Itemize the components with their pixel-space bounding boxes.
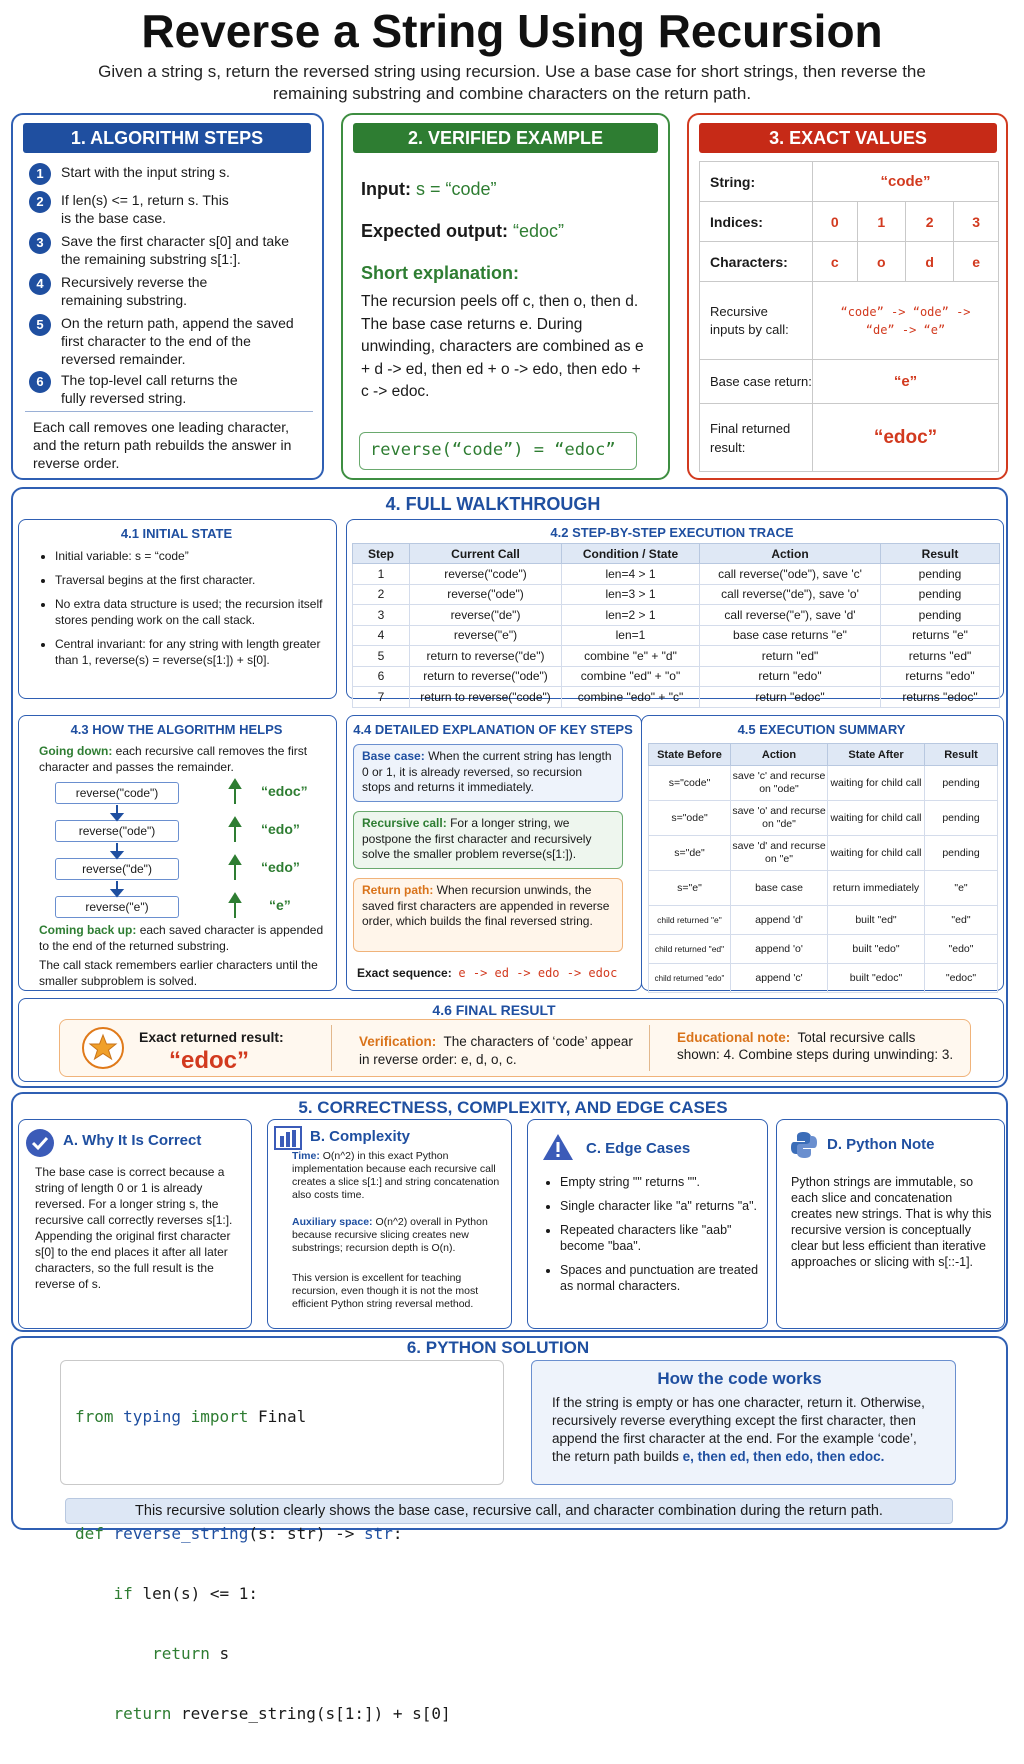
trace-title: 4.2 STEP-BY-STEP EXECUTION TRACE — [550, 525, 794, 540]
table-cell: pending — [925, 801, 998, 836]
exact-values-header: 3. EXACT VALUES — [699, 123, 997, 153]
column-header: Step — [353, 544, 410, 564]
step-number: 1 — [29, 163, 51, 185]
exact-sequence — [357, 966, 617, 980]
step-item — [29, 273, 314, 314]
table-row — [353, 605, 1000, 626]
return-path-label: Return path: — [362, 883, 434, 897]
key-steps-box — [346, 715, 642, 991]
column-header: Action — [731, 744, 828, 766]
index-cell: 0 — [813, 202, 858, 242]
output-line — [361, 221, 564, 242]
divider — [25, 411, 313, 412]
list-item: • Spaces and punctuation are treated as normal characters. — [560, 1262, 760, 1294]
edge-cases-list — [560, 1174, 760, 1294]
going-down-body: each recursive call removes the first character and passes the remainder. — [39, 744, 308, 774]
initial-state-box — [18, 519, 337, 699]
trace-box — [346, 519, 1004, 704]
call-box: reverse("code") — [55, 782, 179, 804]
input-label: Input: — [361, 179, 411, 199]
table-row — [649, 871, 998, 906]
coming-up-body: each saved character is appended to the end of the returned substring. — [39, 923, 324, 953]
aux-label: Auxiliary space: — [292, 1216, 373, 1228]
page-title: Reverse a String Using Recursion — [141, 5, 883, 57]
table-cell: return to reverse("de") — [410, 646, 562, 667]
why-correct-card — [18, 1119, 252, 1329]
code-text: : — [392, 1524, 403, 1543]
verification-body: The characters of ‘code’ appear in reverse order: e, d, o, c. — [359, 1034, 633, 1067]
full-walkthrough-panel — [11, 487, 1008, 1088]
code-keyword: return — [152, 1644, 210, 1663]
column-header: State After — [828, 744, 925, 766]
call-box: reverse("de") — [55, 858, 179, 880]
python-logo-icon — [789, 1130, 819, 1160]
aux-text: O(n^2) overall in Python because recursive slicing creates new substrings; recursion depth is O(n). — [292, 1216, 488, 1254]
exact-values-table — [699, 161, 999, 472]
table-cell: waiting for child call — [828, 836, 925, 871]
table-cell: 5 — [353, 646, 410, 667]
complexity-card — [267, 1119, 512, 1329]
code-line — [75, 1644, 489, 1664]
return-value: “edoc” — [261, 783, 308, 799]
string-label: String: — [700, 162, 813, 202]
final-label: Final returned result: — [700, 404, 813, 472]
educational-note-label: Educational note: — [677, 1030, 791, 1045]
time-text: O(n^2) in this exact Python implementation because each recursive call creates a slice s[1:] and string concatenation also costs time. — [292, 1150, 500, 1201]
trace-header-row — [353, 544, 1000, 564]
going-down-label: Going down: — [39, 744, 113, 758]
table-cell: return to reverse("code") — [410, 687, 562, 708]
final-value: “edoc” — [813, 404, 999, 472]
list-item: • No extra data structure is used; the recursion itself stores pending work on the call stack. — [55, 596, 330, 628]
step-item — [29, 232, 314, 273]
code-text: (s: str) -> — [248, 1524, 355, 1543]
final-result-title: 4.6 FINAL RESULT — [432, 1002, 556, 1018]
step-text: Start with the input string s. — [61, 164, 230, 180]
initial-state-list — [55, 548, 330, 668]
step-text: On the return path, append the saved first character to the end of the reversed remainder. — [61, 315, 294, 367]
table-cell: reverse("ode") — [410, 584, 562, 605]
exact-returned-value: “edoc” — [169, 1047, 250, 1074]
input-value: s = “code” — [416, 179, 497, 199]
execution-summary-table — [648, 743, 998, 993]
table-cell: returns "e" — [881, 625, 1000, 646]
column-header: Condition / State — [562, 544, 700, 564]
step-text: If len(s) <= 1, return s. This is the base case. — [61, 192, 229, 226]
table-row — [649, 964, 998, 993]
why-correct-title: A. Why It Is Correct — [63, 1132, 202, 1149]
step-item — [29, 371, 314, 411]
table-cell: returns "edo" — [881, 666, 1000, 687]
recursive-call-card — [353, 811, 623, 869]
code-text: len(s) <= 1: — [142, 1584, 259, 1603]
why-correct-text: The base case is correct because a string of length 0 or 1 is already reversed. For a longer string s, the recursive call correctly reverses s[1:]. Appending the original first character s[0] to the end places it after all later characters, so the full result is the reverse of s. — [35, 1165, 233, 1291]
inputs-line-2: “de” -> “e” — [865, 322, 946, 337]
code-line — [75, 1584, 489, 1604]
walkthrough-header: 4. FULL WALKTHROUGH — [385, 494, 601, 514]
explanation-text: The recursion peels off c, then o, then d. The base case returns e. During unwinding, characters are combined as e + d -> ed, then ed + o -> edo, then edo + c -> edoc. — [361, 293, 644, 400]
column-header: Current Call — [410, 544, 562, 564]
step-number: 2 — [29, 191, 51, 213]
exact-returned-label: Exact returned result: — [139, 1029, 284, 1045]
table-cell: call reverse("de"), save 'o' — [700, 584, 881, 605]
code-function: reverse_string — [113, 1524, 249, 1543]
table-cell: len=4 > 1 — [562, 564, 700, 585]
return-value: “edo” — [261, 859, 300, 875]
table-cell: 3 — [353, 605, 410, 626]
table-cell: call reverse("e"), save 'd' — [700, 605, 881, 626]
code-keyword: from — [75, 1407, 114, 1426]
code-keyword: if — [113, 1584, 133, 1603]
step-text: Save the first character s[0] and take the remaining substring s[1:]. — [61, 233, 290, 267]
return-value: “edo” — [261, 821, 300, 837]
table-cell: len=1 — [562, 625, 700, 646]
table-cell: len=2 > 1 — [562, 605, 700, 626]
correctness-header: 5. CORRECTNESS, COMPLEXITY, AND EDGE CASES — [298, 1098, 728, 1117]
exact-sequence-label: Exact sequence: — [357, 966, 452, 980]
step-number: 4 — [29, 273, 51, 295]
index-cell: 2 — [905, 202, 953, 242]
char-cell: d — [905, 242, 953, 282]
table-cell: 4 — [353, 625, 410, 646]
column-header: Result — [881, 544, 1000, 564]
table-cell: append 'c' — [731, 964, 828, 993]
time-label: Time: — [292, 1150, 320, 1162]
exact-sequence-value: e -> ed -> edo -> edoc — [458, 966, 618, 980]
code-keyword: def — [75, 1524, 104, 1543]
table-cell: save 'c' and recurse on "ode" — [731, 766, 828, 801]
table-cell: 7 — [353, 687, 410, 708]
table-row — [353, 646, 1000, 667]
indices-label: Indices: — [700, 202, 813, 242]
table-cell: base case returns "e" — [700, 625, 881, 646]
table-cell: reverse("code") — [410, 564, 562, 585]
verification-text — [359, 1033, 639, 1069]
index-cell: 1 — [857, 202, 905, 242]
table-cell: reverse("de") — [410, 605, 562, 626]
correctness-panel — [11, 1092, 1008, 1332]
table-cell: append 'd' — [731, 906, 828, 935]
step-text: The top-level call returns the fully reversed string. — [61, 372, 238, 406]
table-cell: pending — [881, 584, 1000, 605]
final-result-box — [18, 998, 1004, 1082]
index-cell: 3 — [954, 202, 999, 242]
python-footer-bar: This recursive solution clearly shows the base case, recursive call, and character combination during the return path. — [65, 1498, 953, 1524]
inputs-value — [813, 282, 999, 360]
exact-values-panel — [687, 113, 1008, 480]
check-badge-icon — [25, 1128, 55, 1158]
table-cell: built "edoc" — [828, 964, 925, 993]
table-cell: returns "edoc" — [881, 687, 1000, 708]
table-cell: "e" — [925, 871, 998, 906]
table-cell: 2 — [353, 584, 410, 605]
step-text: Recursively reverse the remaining substring. — [61, 274, 208, 308]
python-note-text: Python strings are immutable, so each slice and concatenation creates new strings. That is why this recursive version is conceptually clear but less efficient than iterative approaches or slicing with s[::-1]. — [791, 1175, 992, 1269]
column-header: State Before — [649, 744, 731, 766]
how-code-works-sequence: e, then ed, then edo, then edoc. — [682, 1449, 885, 1464]
table-cell: s="e" — [649, 871, 731, 906]
base-case-card — [353, 744, 623, 802]
edge-cases-card — [527, 1119, 768, 1329]
list-item: • Single character like "a" returns "a". — [560, 1198, 760, 1214]
inputs-line-1: “code” -> “ode” -> — [840, 304, 971, 319]
table-cell: built "edo" — [828, 935, 925, 964]
table-cell: child returned "edo" — [649, 964, 731, 993]
input-line — [361, 179, 497, 200]
execution-summary-title: 4.5 EXECUTION SUMMARY — [737, 722, 906, 737]
return-value: “e” — [269, 897, 291, 913]
algorithm-steps-panel — [11, 113, 324, 480]
table-cell: s="de" — [649, 836, 731, 871]
list-item: • Empty string "" returns "". — [560, 1174, 760, 1190]
example-code-box: reverse(“code”) = “edoc” — [359, 432, 637, 470]
table-cell: combine "e" + "d" — [562, 646, 700, 667]
trace-table — [352, 543, 1000, 708]
table-row — [353, 666, 1000, 687]
base-label: Base case return: — [700, 360, 813, 404]
how-code-works-box — [531, 1360, 956, 1485]
column-header: Action — [700, 544, 881, 564]
table-cell: return to reverse("ode") — [410, 666, 562, 687]
list-item: • Initial variable: s = “code” — [55, 548, 330, 564]
table-cell: "edo" — [925, 935, 998, 964]
table-cell: pending — [925, 766, 998, 801]
steps-list — [29, 163, 314, 411]
up-arrow-icon — [230, 780, 240, 918]
table-cell: len=3 > 1 — [562, 584, 700, 605]
aux-space — [292, 1216, 506, 1255]
table-row — [649, 935, 998, 964]
char-cell: c — [813, 242, 858, 282]
coming-up-label: Coming back up: — [39, 923, 137, 937]
step-item — [29, 314, 314, 371]
python-solution-header: 6. PYTHON SOLUTION — [406, 1338, 590, 1357]
list-item: • Repeated characters like "aab" become "baa". — [560, 1222, 760, 1254]
table-row — [353, 625, 1000, 646]
table-cell: call reverse("ode"), save 'c' — [700, 564, 881, 585]
edge-cases-title: C. Edge Cases — [586, 1140, 691, 1157]
call-box: reverse("ode") — [55, 820, 179, 842]
table-cell: return immediately — [828, 871, 925, 906]
table-cell: return "ed" — [700, 646, 881, 667]
how-code-works-text — [552, 1394, 937, 1466]
warning-icon — [542, 1132, 574, 1162]
execution-summary-box — [641, 715, 1004, 991]
code-keyword: return — [113, 1704, 172, 1723]
chars-label: Characters: — [700, 242, 813, 282]
page-subtitle: Given a string s, return the reversed string using recursion. Use a base case for short strings, then reverse the remaining substring and combine characters on the return path. — [98, 62, 926, 103]
python-solution-panel — [11, 1336, 1008, 1723]
complexity-title: B. Complexity — [310, 1128, 411, 1145]
column-header: Result — [925, 744, 998, 766]
table-row — [649, 836, 998, 871]
table-cell: waiting for child call — [828, 766, 925, 801]
table-cell: returns "ed" — [881, 646, 1000, 667]
call-box: reverse("e") — [55, 896, 179, 918]
code-module: typing — [123, 1407, 181, 1426]
table-cell: "edoc" — [925, 964, 998, 993]
base-case-label: Base case: — [362, 749, 425, 763]
verification-label: Verification: — [359, 1034, 437, 1049]
code-line — [75, 1524, 489, 1544]
base-case-text: When the current string has length 0 or 1, it is already reversed, so recursion stops and returns it immediately. — [362, 749, 612, 794]
table-row — [649, 801, 998, 836]
table-cell: 1 — [353, 564, 410, 585]
return-path-text: When recursion unwinds, the saved first characters are appended in reverse order, which builds the final reversed string. — [362, 883, 610, 928]
how-it-helps-title: 4.3 HOW THE ALGORITHM HELPS — [70, 722, 283, 737]
how-it-helps-box — [18, 715, 337, 991]
list-item: • Central invariant: for any string with length greater than 1, reverse(s) = reverse(s[1:]) + s[0]. — [55, 636, 330, 668]
time-complexity — [292, 1150, 506, 1202]
output-label: Expected output: — [361, 221, 508, 241]
table-cell: s="code" — [649, 766, 731, 801]
code-line — [75, 1704, 489, 1724]
step-item — [29, 163, 314, 191]
string-value: “code” — [813, 162, 999, 202]
table-cell: reverse("e") — [410, 625, 562, 646]
down-arrow-icon — [112, 805, 122, 896]
star-icon — [81, 1026, 125, 1070]
table-cell: child returned "ed" — [649, 935, 731, 964]
algorithm-steps-header: 1. ALGORITHM STEPS — [23, 123, 311, 153]
table-row — [353, 687, 1000, 708]
char-cell: e — [954, 242, 999, 282]
table-cell: return "edo" — [700, 666, 881, 687]
how-code-works-body: If the string is empty or has one character, return it. Otherwise, recursively reverse everything except the first character, then append the first character at the end. For the example ‘code’, the return path builds — [552, 1395, 925, 1464]
key-steps-title: 4.4 DETAILED EXPLANATION OF KEY STEPS — [353, 722, 633, 737]
table-cell: 6 — [353, 666, 410, 687]
char-cell: o — [857, 242, 905, 282]
table-cell: combine "ed" + "o" — [562, 666, 700, 687]
complexity-note: This version is excellent for teaching recursion, even though it is not the most efficient Python string reversal method. — [292, 1272, 479, 1310]
code-text: Final — [258, 1407, 307, 1426]
table-cell: combine "edo" + "c" — [562, 687, 700, 708]
code-line — [75, 1407, 489, 1427]
output-value: “edoc” — [513, 221, 565, 241]
table-row — [649, 766, 998, 801]
verified-example-panel — [341, 113, 670, 480]
table-row — [353, 584, 1000, 605]
table-cell: base case — [731, 871, 828, 906]
code-text: s — [219, 1644, 230, 1663]
recursive-call-text: For a longer string, we postpone the first character and recursively solve the smaller problem reverse(s[1:]). — [362, 816, 592, 861]
step-number: 3 — [29, 232, 51, 254]
table-cell: save 'd' and recurse on "e" — [731, 836, 828, 871]
step-item — [29, 191, 314, 232]
verified-example-header: 2. VERIFIED EXAMPLE — [353, 123, 658, 153]
code-keyword: import — [190, 1407, 249, 1426]
educational-note-body: Total recursive calls shown: 4. Combine steps during unwinding: 3. — [677, 1030, 954, 1062]
base-value: “e” — [813, 360, 999, 404]
divider — [331, 1025, 332, 1071]
call-stack-text: The call stack remembers earlier characters until the smaller subproblem is solved. — [39, 958, 318, 988]
python-note-card — [776, 1119, 1005, 1329]
table-cell: return "edoc" — [700, 687, 881, 708]
explanation-title: Short explanation: — [361, 263, 520, 283]
table-cell: waiting for child call — [828, 801, 925, 836]
code-block — [60, 1360, 504, 1723]
code-type: str — [364, 1524, 393, 1543]
table-cell: child returned "e" — [649, 906, 731, 935]
table-row — [649, 906, 998, 935]
table-cell: built "ed" — [828, 906, 925, 935]
algorithm-footer: Each call removes one leading character, and the return path rebuilds the answer in reverse order. — [33, 419, 292, 471]
table-cell: s="ode" — [649, 801, 731, 836]
educational-note — [677, 1029, 957, 1063]
inputs-label: Recursive inputs by call: — [700, 282, 813, 360]
step-number: 6 — [29, 371, 51, 393]
initial-state-title: 4.1 INITIAL STATE — [120, 526, 233, 541]
table-cell: append 'o' — [731, 935, 828, 964]
recursive-call-label: Recursive call: — [362, 816, 447, 830]
table-cell: "ed" — [925, 906, 998, 935]
table-cell: pending — [881, 605, 1000, 626]
return-path-card — [353, 878, 623, 952]
bar-chart-icon — [274, 1126, 302, 1150]
list-item: • Traversal begins at the first character. — [55, 572, 330, 588]
table-row — [353, 564, 1000, 585]
code-text: reverse_string(s[1:]) + s[0] — [180, 1704, 451, 1723]
table-cell: save 'o' and recurse on "de" — [731, 801, 828, 836]
python-note-title: D. Python Note — [827, 1136, 935, 1153]
table-cell: pending — [881, 564, 1000, 585]
table-cell: pending — [925, 836, 998, 871]
how-code-works-title: How the code works — [657, 1369, 822, 1388]
summary-header-row — [649, 744, 998, 766]
coming-up-text — [39, 922, 329, 954]
step-number: 5 — [29, 314, 51, 336]
divider — [649, 1025, 650, 1071]
